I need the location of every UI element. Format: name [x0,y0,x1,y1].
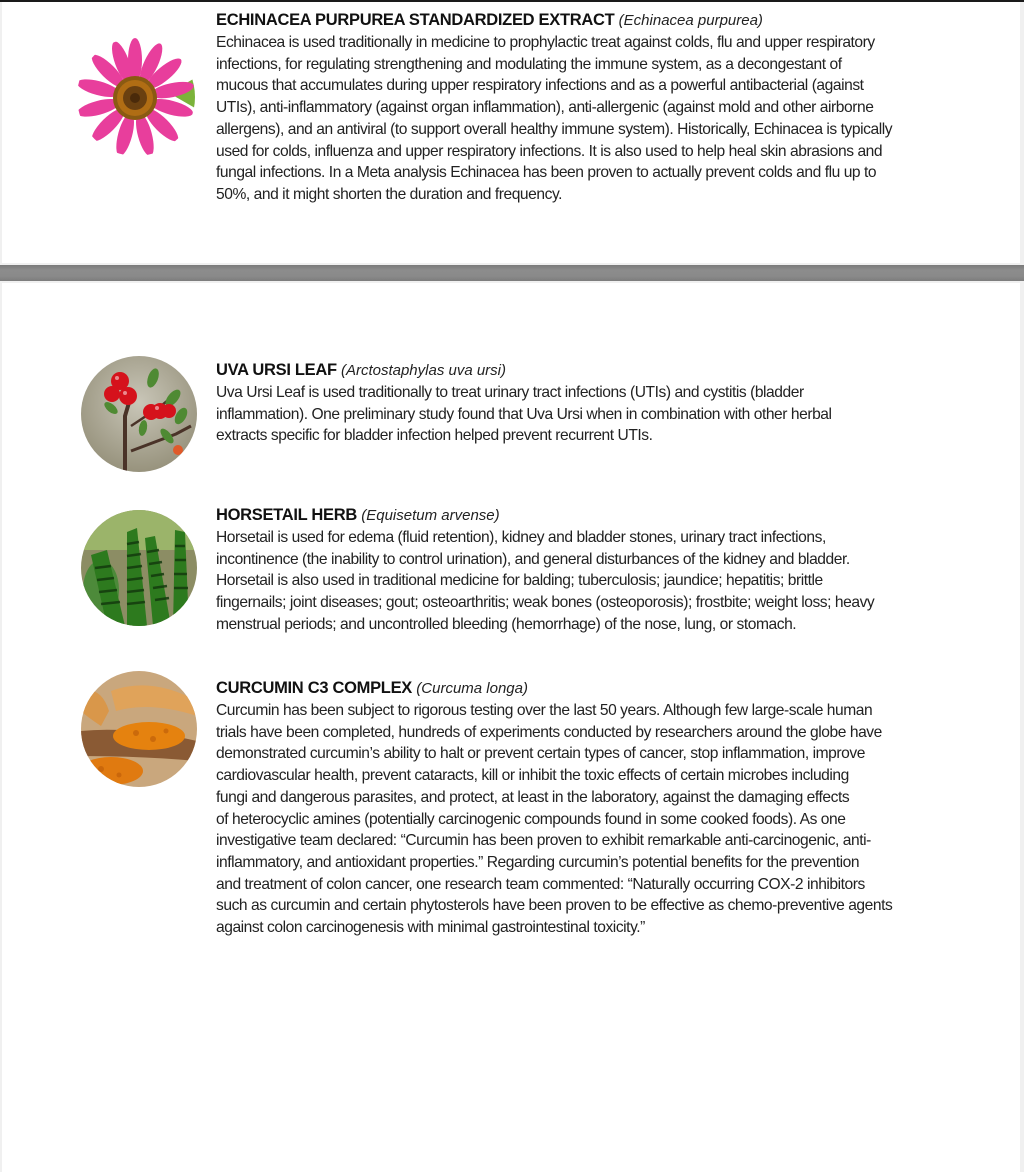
ingredient-description: Curcumin has been subject to rigorous testing over the last 50 years. Although few large-scale human trials have been completed, hundreds of experiments conducted by researchers around the globe have demonstrated curcumin’s ability to halt or prevent certain types of cancer, stop inflammation, improve cardiovascular health, prevent cataracts, kill or inhibit the toxic effects of certain microbes including fungi and dangerous parasites, and protect, at least in the laboratory, against the damaging effects of heterocyclic amines (potentially carcinogenic compounds found in some cooked foods). As one investigative team declared: “Curcumin has been proven to exhibit remarkable anti-carcinogenic, anti- inflammatory, and antioxidant properties.” Regarding curcumin’s potential benefits for the prevention and treatment of colon cancer, one research team commented: “Naturally occurring COX-2 inhibitors such as curcumin and certain phytosterols have been proven to be effective as chemo-preventive agents against colon carcinogenesis with minimal gastrointestinal toxicity.” [216,702,893,937]
echinacea-flower-icon [77,38,195,156]
ingredient-latin-name: (Arctostaphylas uva ursi) [336,362,507,379]
ingredient-description: Uva Ursi Leaf is used traditionally to treat urinary tract infections (UTIs) and cystitis (bladder inflammation). One preliminary study found that Uva Ursi when in combination with other herbal extracts specific for bladder infection helped prevent recurrent UTIs. [216,384,832,445]
ingredient-title [216,9,976,32]
ingredient-title [216,359,976,382]
horsetail-plant-icon [81,510,197,626]
ingredient-latin-name: (Echinacea purpurea) [618,12,763,29]
ingredient-uva-ursi [216,359,976,447]
page-2 [2,283,1020,1172]
turmeric-root-icon [81,671,197,787]
ingredient-description: Horsetail is used for edema (fluid retention), kidney and bladder stones, urinary tract infections, incontinence (the inability to control urination), and general disturbances of the kidney and bladder. Horsetail is also used in traditional medicine for balding; tuberculosis; jaundice; hepatitis; brittle fingernails; joint diseases; gout; osteoarthritis; weak bones (osteoporosis); frostbite; weight loss; heavy menstrual periods; and uncontrolled bleeding (hemorrhage) of the nose, lung, or stomach. [216,529,875,633]
ingredient-name: ECHINACEA PURPUREA STANDARDIZED EXTRACT [216,11,615,29]
ingredient-name: HORSETAIL HERB [216,506,357,524]
ingredient-curcumin [216,677,976,939]
uva-ursi-berries-icon [81,356,197,472]
ingredient-horsetail [216,504,976,636]
ingredient-title [216,504,976,527]
page-divider [0,265,1024,281]
ingredient-description: Echinacea is used traditionally in medicine to prophylactic treat against colds, flu and upper respiratory infections, for regulating strengthening and modulating the immune system, as a decongestant of mucous that accumulates during upper respiratory infections and as a powerful antibacterial (against UTIs), anti-inflammatory (against organ inflammation), anti-allergenic (against mold and other airborne allergens), and an antiviral (to support overall healthy immune system). Historically, Echinacea is typically used for colds, influenza and upper respiratory infections. It is also used to help heal skin abrasions and fungal infections. In a Meta analysis Echinacea has been proven to actually prevent colds and flu up to 50%, and it might shorten the duration and frequency. [216,34,893,203]
ingredient-name: UVA URSI LEAF [216,361,337,379]
ingredient-name: CURCUMIN C3 COMPLEX [216,679,412,697]
ingredient-latin-name: (Equisetum arvense) [361,507,500,524]
ingredient-title [216,677,976,700]
ingredient-latin-name: (Curcuma longa) [416,680,528,697]
page-1 [2,2,1020,263]
ingredient-echinacea [216,9,976,206]
